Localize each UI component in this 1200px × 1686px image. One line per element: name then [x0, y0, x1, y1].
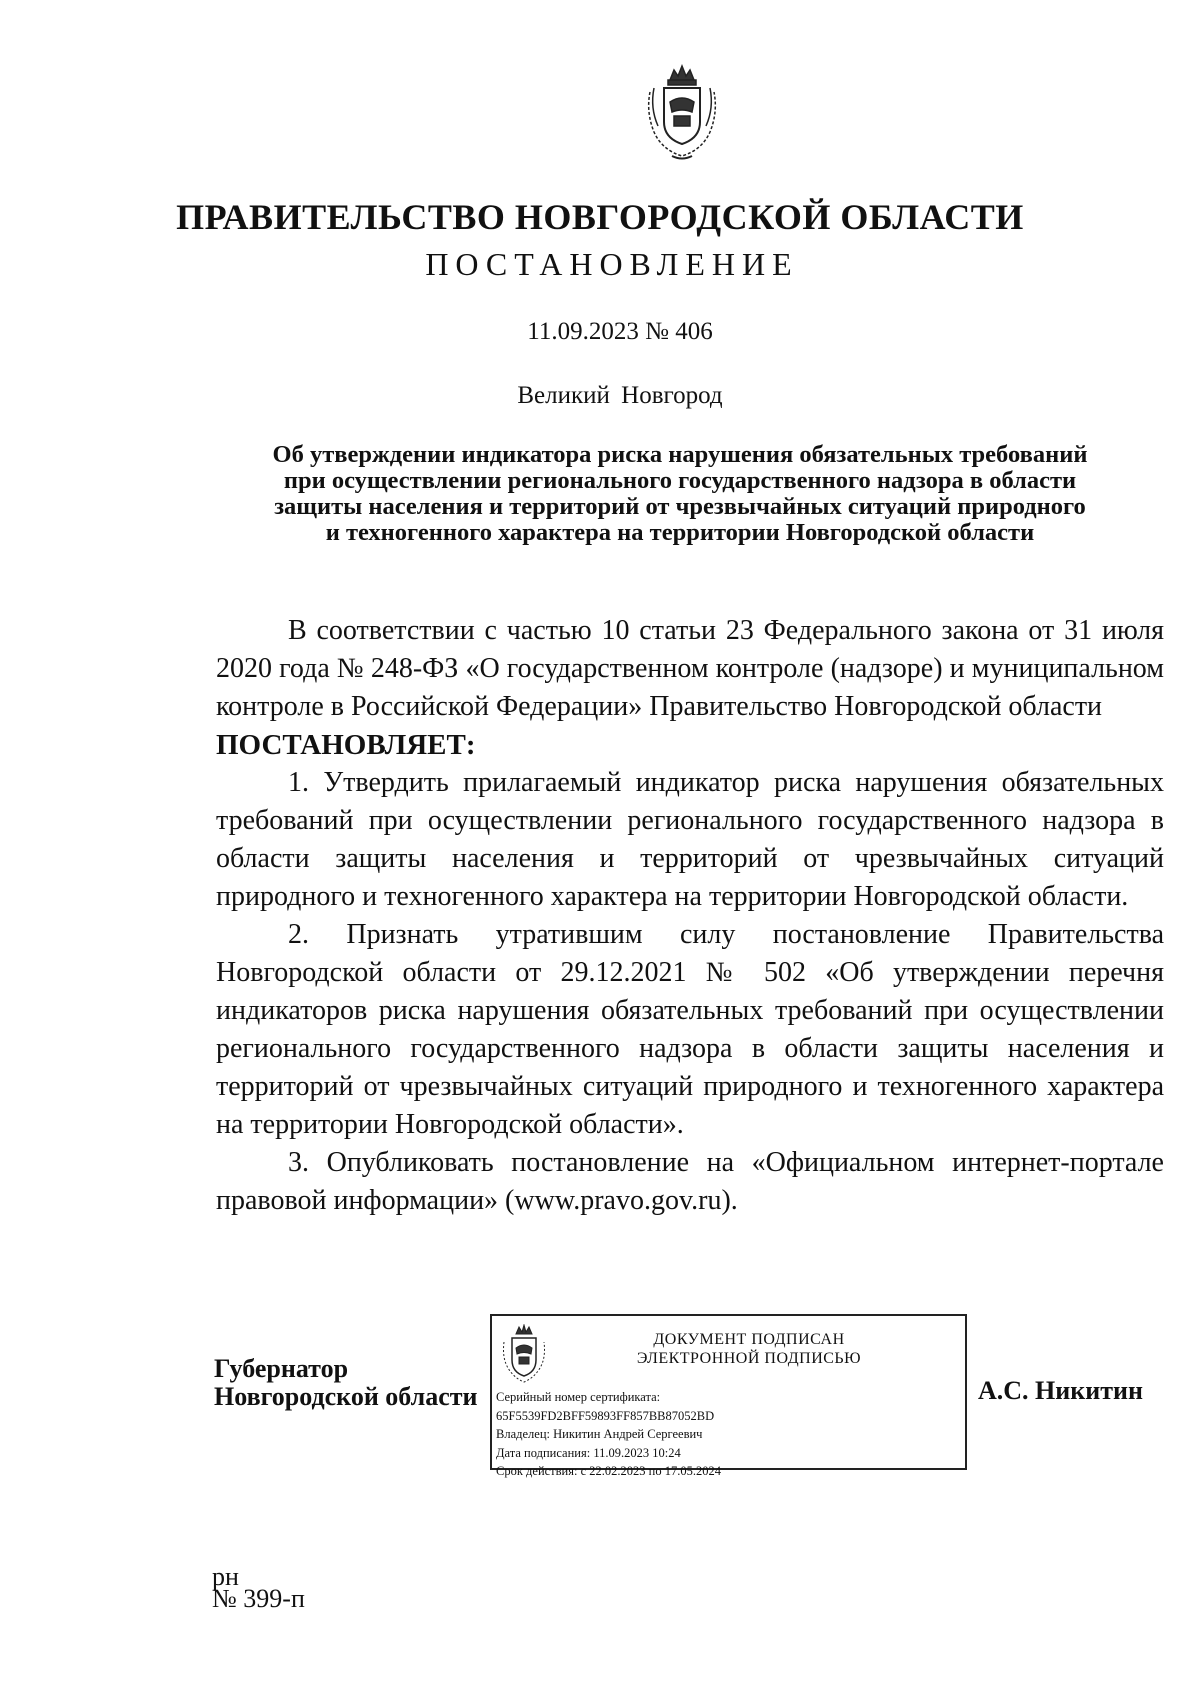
coat-of-arms-icon: [642, 62, 722, 162]
executor-initials: рн: [212, 1562, 239, 1591]
stamp-heading-line: ДОКУМЕНТ ПОДПИСАН: [653, 1331, 845, 1348]
title-line: и техногенного характера на территории Новгородской области: [325, 519, 1035, 546]
registration-number: № 399-п: [212, 1584, 305, 1613]
item-2-paragraph: 2. Признать утратившим силу постановление Правительства Новгородской области от 29.12.2021 № 502 «Об утверждении перечня индикаторов риска нарушения обязательных требований при осуществлении регионального государственного надзора в области защиты населения и территорий от чрезвычайных ситуаций природного и техногенного характера на территории Новгородской области».: [216, 919, 1164, 1140]
document-body: [216, 612, 1164, 1220]
document-date-number: 11.09.2023 № 406: [527, 318, 713, 345]
signer-name: А.С. Никитин: [978, 1376, 1143, 1405]
title-line: защиты населения и территорий от чрезвычайных ситуаций природного: [274, 493, 1086, 520]
signer-position: [214, 1355, 478, 1411]
cert-owner: Владелец: Никитин Андрей Сергеевич: [496, 1427, 703, 1441]
position-line: Губернатор: [214, 1354, 349, 1383]
stamp-heading: [564, 1330, 934, 1368]
position-line: Новгородской области: [214, 1382, 478, 1411]
cert-number: 65F5539FD2BFF59893FF857BB87052BD: [496, 1408, 715, 1423]
preamble-paragraph: В соответствии с частью 10 статьи 23 Федерального закона от 31 июля 2020 года № 248-ФЗ «О государственном контроле (надзоре) и муниципальном контроле в Российской Федерации» Правительство Новгородской области: [216, 615, 1164, 722]
item-1-paragraph: 1. Утвердить прилагаемый индикатор риска нарушения обязательных требований при осуществлении регионального государственного надзора в области защиты населения и территорий от чрезвычайных ситуаций природного и техногенного характера на территории Новгородской области.: [216, 767, 1164, 912]
registration-mark: [212, 1562, 305, 1613]
coat-of-arms-icon: [500, 1324, 548, 1384]
electronic-signature-stamp: [490, 1314, 967, 1478]
organization-name: ПРАВИТЕЛЬСТВО НОВГОРОДСКОЙ ОБЛАСТИ: [176, 197, 1024, 237]
cert-validity: Срок действия: с 22.02.2023 по 17.05.2024: [496, 1464, 721, 1478]
title-line: Об утверждении индикатора риска нарушения обязательных требований: [272, 441, 1088, 468]
document-city: Великий Новгород: [517, 382, 723, 409]
document-title: [200, 442, 1160, 546]
resolve-keyword: ПОСТАНОВЛЯЕТ:: [216, 729, 476, 761]
title-line: при осуществлении регионального государственного надзора в области: [283, 467, 1077, 494]
stamp-details: [496, 1388, 721, 1481]
stamp-heading-line: ЭЛЕКТРОННОЙ ПОДПИСЬЮ: [636, 1350, 862, 1367]
cert-label: Серийный номер сертификата:: [496, 1390, 661, 1404]
signed-date: Дата подписания: 11.09.2023 10:24: [496, 1445, 681, 1460]
document-type: ПОСТАНОВЛЕНИЕ: [425, 246, 799, 282]
item-3-paragraph: 3. Опубликовать постановление на «Официальном интернет-портале правовой информации» (www.pravo.gov.ru).: [216, 1147, 1164, 1216]
